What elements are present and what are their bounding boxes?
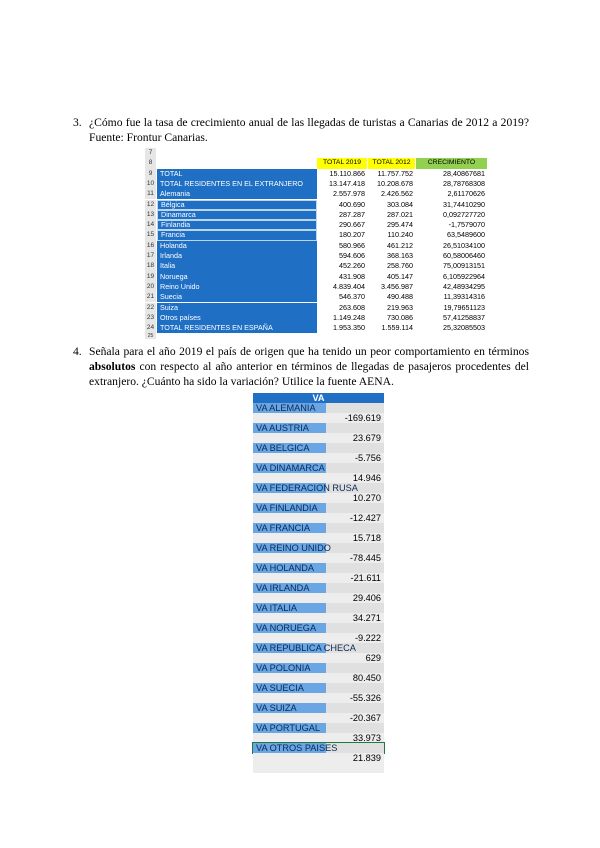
country-row — [253, 523, 384, 533]
cell-v2019: 287.287 — [339, 209, 365, 219]
variation-value: -5.756 — [253, 453, 384, 463]
country-label: VA IRLANDA — [253, 583, 326, 593]
variation-value: 29.406 — [253, 593, 384, 603]
cell-v2012: 405.147 — [387, 271, 413, 281]
cell-v2019: 2.557.978 — [333, 189, 365, 199]
cell-v2012: 2.426.562 — [381, 189, 413, 199]
cell-v2012: 287.021 — [387, 209, 413, 219]
question-3 — [73, 115, 529, 145]
cell-v2019: 263.608 — [339, 302, 365, 312]
table-row — [145, 323, 487, 333]
cell-growth: 60,58006460 — [443, 251, 485, 260]
country-row — [253, 743, 384, 753]
cell-v2012: 295.474 — [387, 220, 413, 230]
cell-growth: 63,5489600 — [447, 230, 485, 240]
question-4-bold: absolutos — [89, 360, 136, 373]
row-label: Otros países — [157, 313, 317, 323]
cell-v2012: 3.456.987 — [381, 281, 413, 291]
variation-value: -169.619 — [253, 413, 384, 423]
va-header: VA — [253, 393, 384, 403]
cell-growth: 42,48934295 — [443, 281, 485, 291]
row-label: Alemania — [157, 189, 317, 199]
variation-value: -9.222 — [253, 633, 384, 643]
cell-growth: 28,40867681 — [443, 168, 485, 178]
variation-value: -21.611 — [253, 573, 384, 583]
variation-value: 34.271 — [253, 613, 384, 623]
country-row — [253, 683, 384, 693]
row-number: 17 — [145, 251, 156, 261]
question-4-number: 4. — [73, 345, 82, 358]
cell-v2019: 180.207 — [339, 230, 365, 240]
row-label: Noruega — [157, 272, 317, 282]
country-label: VA NORUEGA — [253, 623, 326, 633]
row-label: Reino Unido — [157, 282, 317, 292]
cell-v2019: 290.667 — [339, 220, 365, 230]
country-row — [253, 483, 384, 493]
table-row — [145, 241, 487, 251]
row-number: 9 — [145, 169, 156, 179]
cell-v2012: 10.208.678 — [377, 178, 413, 188]
row-number: 11 — [145, 189, 156, 199]
variation-value: -20.367 — [253, 713, 384, 723]
country-label: VA PORTUGAL — [253, 723, 326, 733]
variation-value: 21.839 — [253, 753, 384, 763]
country-label: VA AUSTRIA — [253, 423, 326, 433]
variation-value: 15.718 — [253, 533, 384, 543]
cell-v2019: 594.606 — [339, 251, 365, 260]
cell-growth: -1,7579070 — [448, 220, 485, 230]
row-number: 22 — [145, 303, 156, 313]
cell-v2019: 1.149.248 — [333, 312, 365, 322]
cell-v2012: 303.084 — [387, 199, 413, 209]
row-number: 24 — [145, 323, 156, 333]
sheet-row-blank — [145, 333, 487, 339]
row-label: TOTAL RESIDENTES EN ESPAÑA — [157, 323, 317, 333]
table-row — [145, 251, 487, 261]
country-row — [253, 703, 384, 713]
row-label: Francia — [157, 230, 317, 240]
cell-v2012: 219.963 — [387, 302, 413, 312]
cell-v2019: 15.110.866 — [329, 168, 365, 178]
country-row — [253, 623, 384, 633]
cell-growth: 26,51034100 — [443, 240, 485, 250]
country-label: VA FINLANDIA — [253, 503, 326, 513]
cell-v2019: 546.370 — [339, 292, 365, 302]
variation-value: 629 — [253, 653, 384, 663]
variation-value: 33.973 — [253, 733, 384, 743]
row-number: 21 — [145, 292, 156, 302]
country-label: VA REPUBLICA CHECA — [253, 643, 326, 653]
table-row — [145, 179, 487, 189]
row-number: 23 — [145, 313, 156, 323]
variation-value: -78.445 — [253, 553, 384, 563]
cell-growth: 75,00913151 — [443, 261, 485, 271]
row-label: Suiza — [157, 303, 317, 313]
question-3-number: 3. — [73, 116, 82, 129]
country-row — [253, 463, 384, 473]
question-4 — [73, 344, 529, 389]
cell-v2012: 490.488 — [387, 292, 413, 302]
cell-v2012: 461.212 — [387, 240, 413, 250]
variation-value: 23.679 — [253, 433, 384, 443]
row-label: Dinamarca — [157, 210, 317, 220]
row-label: Bélgica — [157, 200, 317, 210]
question-3-text: ¿Cómo fue la tasa de crecimiento anual de las llegadas de turistas a Canarias de 2012 a 2019? Fuente: Frontur Canarias. — [89, 116, 529, 144]
country-row — [253, 423, 384, 433]
cell-v2019: 452.260 — [339, 261, 365, 271]
table-row — [145, 230, 487, 240]
cell-growth: 31,74410290 — [443, 199, 485, 209]
variation-value: 14.946 — [253, 473, 384, 483]
row-label: Holanda — [157, 241, 317, 251]
cell-v2019: 1.953.350 — [333, 323, 365, 333]
column-header: CRECIMIENTO — [416, 158, 487, 168]
variation-value: 10.270 — [253, 493, 384, 503]
row-number: 7 — [145, 148, 156, 158]
sheet-header-row — [145, 158, 487, 168]
table-row — [145, 272, 487, 282]
table-row — [145, 261, 487, 271]
row-number: 20 — [145, 282, 156, 292]
table-row — [145, 220, 487, 230]
cell-v2012: 110.240 — [387, 230, 413, 240]
country-row — [253, 503, 384, 513]
cell-v2012: 1.559.114 — [381, 323, 413, 333]
country-label: VA HOLANDA — [253, 563, 326, 573]
country-label: VA SUECIA — [253, 683, 326, 693]
sheet-row-blank — [145, 148, 487, 158]
cell-v2019: 4.839.404 — [333, 281, 365, 291]
variation-value: 80.450 — [253, 673, 384, 683]
cell-v2012: 730.086 — [387, 312, 413, 322]
country-row — [253, 443, 384, 453]
row-label: Italia — [157, 261, 317, 271]
cell-growth: 6,105922964 — [443, 271, 485, 281]
cell-growth: 57,41258837 — [443, 312, 485, 322]
country-row — [253, 403, 384, 413]
cell-growth: 25,32085503 — [443, 323, 485, 333]
country-label: VA BELGICA — [253, 443, 326, 453]
row-label: Suecia — [157, 292, 317, 302]
row-number: 14 — [145, 220, 156, 230]
row-label: Finlandia — [157, 220, 317, 230]
table-row — [145, 200, 487, 210]
country-label: VA POLONIA — [253, 663, 326, 673]
cell-v2012: 368.163 — [387, 251, 413, 260]
country-label: VA REINO UNIDO — [253, 543, 326, 553]
cell-growth: 2,61170626 — [447, 189, 485, 199]
cell-growth: 19,79651123 — [443, 302, 485, 312]
row-number: 10 — [145, 179, 156, 189]
row-number: 15 — [145, 230, 156, 240]
country-row — [253, 543, 384, 553]
table-row — [145, 313, 487, 323]
column-header: TOTAL 2019 — [317, 158, 367, 168]
row-label: TOTAL RESIDENTES EN EL EXTRANJERO — [157, 179, 317, 189]
table-row — [145, 189, 487, 199]
table-row — [145, 282, 487, 292]
country-row — [253, 563, 384, 573]
row-number: 8 — [145, 158, 156, 168]
cell-growth: 28,78768308 — [443, 178, 485, 188]
row-number: 25 — [145, 333, 156, 339]
table-row — [145, 210, 487, 220]
cell-v2019: 400.690 — [339, 199, 365, 209]
country-row — [253, 603, 384, 613]
table-row — [145, 303, 487, 313]
country-label: VA ITALIA — [253, 603, 326, 613]
cell-v2012: 258.760 — [387, 261, 413, 271]
variation-value: -55.326 — [253, 693, 384, 703]
country-label: VA DINAMARCA — [253, 463, 326, 473]
variation-value: -12.427 — [253, 513, 384, 523]
table-footer — [253, 763, 384, 773]
cell-growth: 11,39314316 — [443, 292, 485, 302]
row-label: TOTAL — [157, 169, 317, 179]
cell-v2019: 580.966 — [339, 240, 365, 250]
table-row — [145, 292, 487, 302]
question-4-text-b: con respecto al año anterior en términos de llegadas de pasajeros procedentes del extranjero. ¿Cuánto ha sido la variación? Utilice la fuente AENA. — [89, 360, 529, 388]
cell-v2012: 11.757.752 — [377, 168, 413, 178]
country-row — [253, 583, 384, 593]
country-row — [253, 663, 384, 673]
question-4-text-a: Señala para el año 2019 el país de origen que ha tenido un peor comportamiento en términos — [89, 345, 529, 358]
row-number: 12 — [145, 200, 156, 210]
country-row — [253, 643, 384, 653]
country-row — [253, 723, 384, 733]
country-label: VA FEDERACION RUSA — [253, 483, 326, 493]
row-number: 13 — [145, 210, 156, 220]
row-number: 18 — [145, 261, 156, 271]
country-label: VA OTROS PAISES — [253, 743, 326, 753]
cell-v2019: 431.908 — [339, 271, 365, 281]
country-label: VA ALEMANIA — [253, 403, 326, 413]
cell-v2019: 13.147.418 — [329, 178, 365, 188]
cell-growth: 0,092727720 — [443, 209, 485, 219]
table-row — [145, 169, 487, 179]
country-label: VA FRANCIA — [253, 523, 326, 533]
row-label: Irlanda — [157, 251, 317, 261]
row-number: 19 — [145, 272, 156, 282]
country-label: VA SUIZA — [253, 703, 326, 713]
column-header: TOTAL 2012 — [368, 158, 415, 168]
row-number: 16 — [145, 241, 156, 251]
